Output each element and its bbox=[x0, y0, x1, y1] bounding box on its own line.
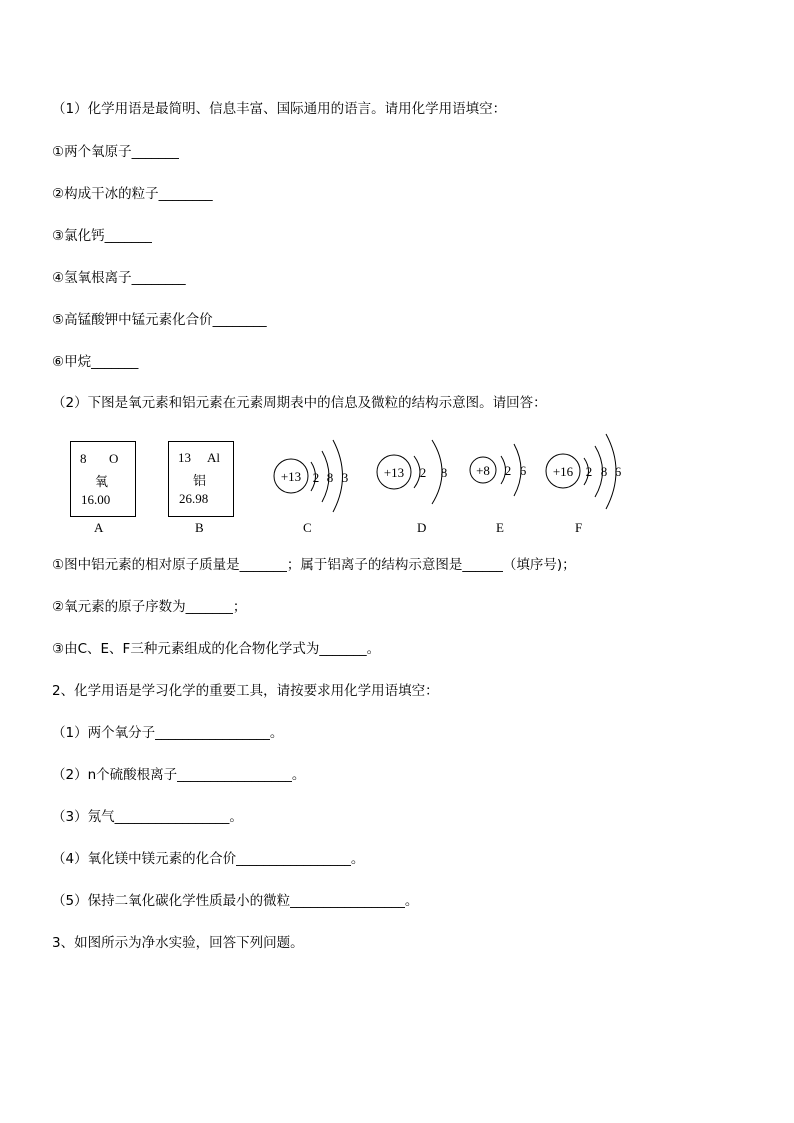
shell-d-2-count: 8 bbox=[440, 465, 448, 480]
q1-item-1: ①两个氧原子_______ bbox=[52, 144, 179, 160]
shell-f-1-count: 2 bbox=[585, 464, 593, 479]
oxygen-symbol: O bbox=[109, 451, 119, 466]
structure-d bbox=[377, 440, 447, 504]
oxygen-atomic-number: 8 bbox=[80, 451, 87, 466]
section3-title: 3、如图所示为净水实验，回答下列问题。 bbox=[52, 935, 304, 951]
aluminium-mass: 26.98 bbox=[179, 491, 209, 506]
q1-item-2: ②构成干冰的粒子________ bbox=[52, 186, 213, 202]
q2-question-1: ①图中铝元素的相对原子质量是_______；属于铝离子的结构示意图是______（填序号)； bbox=[52, 557, 576, 573]
shell-c-2-count: 8 bbox=[326, 470, 334, 485]
section2-item-4: （4）氧化镁中镁元素的化合价_________________。 bbox=[52, 851, 365, 867]
shell-c-3-count: 3 bbox=[341, 470, 349, 485]
shell-e-2-count: 6 bbox=[519, 463, 527, 478]
label-b: B bbox=[195, 520, 204, 535]
nucleus-d-charge: +13 bbox=[383, 465, 405, 480]
oxygen-mass: 16.00 bbox=[81, 492, 111, 507]
structure-c bbox=[274, 440, 348, 512]
label-d: D bbox=[417, 520, 427, 535]
label-e: E bbox=[496, 520, 504, 535]
section2-title: 2、化学用语是学习化学的重要工具，请按要求用化学用语填空： bbox=[52, 683, 439, 699]
structure-e bbox=[470, 444, 527, 496]
structure-f bbox=[546, 434, 622, 509]
nucleus-e-charge: +8 bbox=[476, 463, 490, 478]
q1-item-4: ④氢氧根离子________ bbox=[52, 270, 186, 286]
q1-intro: （1）化学用语是最简明、信息丰富、国际通用的语言。请用化学用语填空： bbox=[52, 101, 507, 117]
structure-diagrams bbox=[0, 420, 794, 540]
q1-item-5: ⑤高锰酸钾中锰元素化合价________ bbox=[52, 312, 267, 328]
label-c: C bbox=[303, 520, 312, 535]
label-f: F bbox=[575, 520, 583, 535]
shell-f-3-count: 6 bbox=[614, 464, 622, 479]
aluminium-atomic-number: 13 bbox=[178, 450, 191, 465]
label-a: A bbox=[94, 520, 104, 535]
aluminium-symbol: Al bbox=[207, 450, 220, 465]
nucleus-f-charge: +16 bbox=[552, 464, 574, 479]
section2-item-1: （1）两个氧分子_________________。 bbox=[52, 725, 284, 741]
oxygen-name: 氧 bbox=[95, 474, 109, 489]
q2-intro: （2）下图是氧元素和铝元素在元素周期表中的信息及微粒的结构示意图。请回答： bbox=[52, 395, 547, 411]
shell-f-2-count: 8 bbox=[600, 464, 608, 479]
shell-d-1-count: 2 bbox=[419, 465, 427, 480]
aluminium-name: 铝 bbox=[193, 473, 207, 488]
shell-c-1-count: 2 bbox=[312, 470, 320, 485]
section2-item-5: （5）保持二氧化碳化学性质最小的微粒_________________。 bbox=[52, 893, 419, 909]
shell-e-1-count: 2 bbox=[504, 463, 512, 478]
q2-question-3: ③由C、E、F三种元素组成的化合物化学式为_______。 bbox=[52, 641, 381, 657]
q1-item-3: ③氯化钙_______ bbox=[52, 228, 152, 244]
section2-item-3: （3）氖气_________________。 bbox=[52, 809, 243, 825]
section2-item-2: （2）n个硫酸根离子_________________。 bbox=[52, 767, 306, 783]
q1-item-6: ⑥甲烷_______ bbox=[52, 354, 139, 370]
nucleus-c-charge: +13 bbox=[280, 469, 302, 484]
q2-question-2: ②氧元素的原子序数为_______； bbox=[52, 599, 247, 615]
